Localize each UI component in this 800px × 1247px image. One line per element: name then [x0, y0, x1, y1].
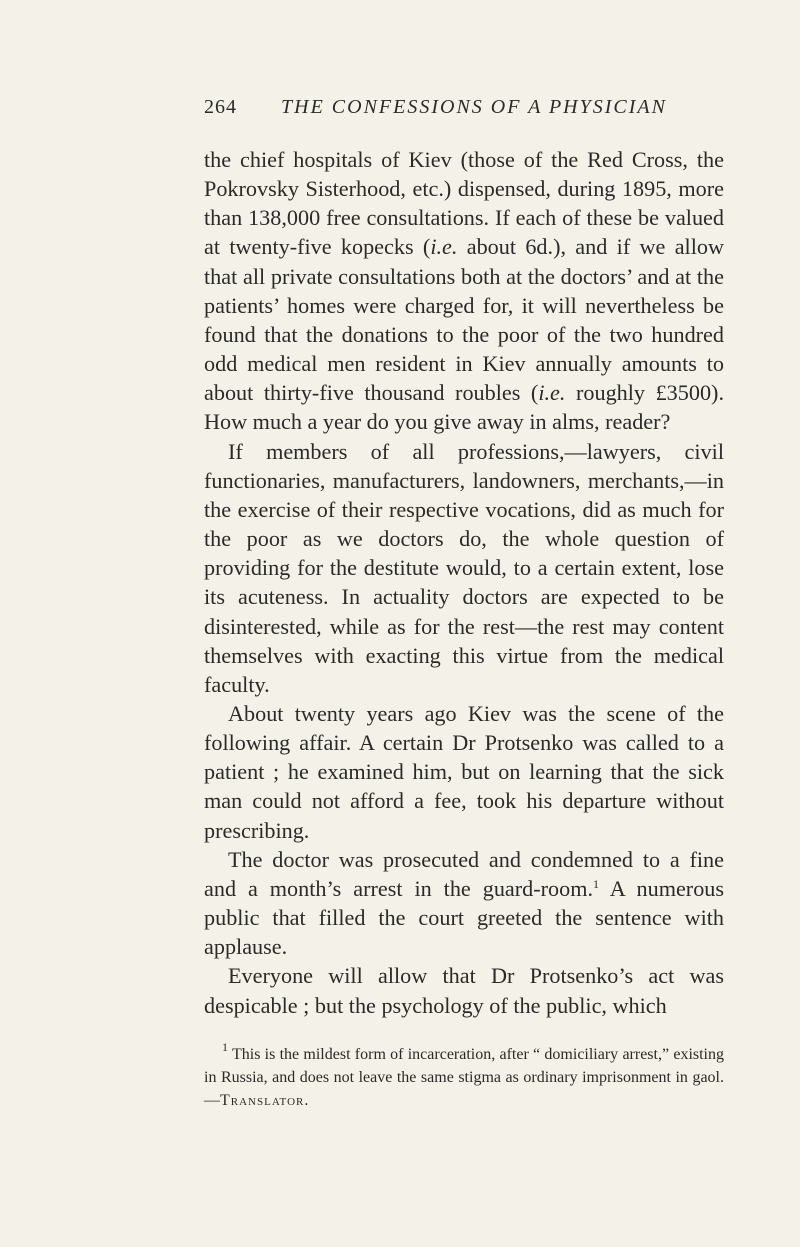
- paragraph-1-italic-ie-2: i.e.: [538, 380, 566, 406]
- body-text: [204, 145, 724, 1020]
- page-number: 264: [204, 96, 237, 118]
- paragraph-4-part-b: A numerous public that filled the court greeted the sentence with applause.: [204, 875, 725, 960]
- paragraph-4-part-a: The doctor was prosecuted and condemned to a fine and a month’s arrest in the guard-room.: [204, 846, 724, 901]
- paragraph-1-part-c: roughly £3500). How much a year do you give away in alms, reader?: [204, 380, 724, 435]
- footnote-reference: 1: [593, 876, 600, 891]
- footnote-attribution: Translator.: [220, 1092, 310, 1109]
- paragraph-1-part-b: about 6d.), and if we allow that all private consultations both at the doctors’ and at the patients’ homes were charged for, it will nevertheless be found that the donations to the poor of the two hundred odd medical men resident in Kiev annually amounts to about thirty-five thousand roubles (: [204, 234, 724, 406]
- footnotes: [204, 1040, 724, 1112]
- paragraph-5: Everyone will allow that Dr Protsenko’s act was despicable ; but the psychology of the public, which: [204, 963, 724, 1018]
- footnote-marker: 1: [222, 1040, 228, 1054]
- paragraph-1-italic-ie: i.e.: [430, 234, 458, 260]
- paragraph-1-part-a: the chief hospitals of Kiev (those of the Red Cross, the Pokrovsky Sisterhood, etc.) dispensed, during 1895, more than 138,000 free consultations. If each of these be valued at twenty-five kopecks (: [204, 147, 724, 260]
- paragraph-4: [204, 845, 724, 962]
- paragraph-3: About twenty years ago Kiev was the scene of the following affair. A certain Dr Protsenko was called to a patient ; he examined him, but on learning that the sick man could not afford a fee, took his departure without prescribing.: [204, 700, 724, 843]
- footnote-1: [204, 1040, 724, 1112]
- footnote-text: This is the mildest form of incarceration, after “ domiciliary arrest,” existing in Russia, and does not leave the same stigma as ordinary imprisonment in gaol.—: [204, 1046, 724, 1109]
- paragraph-2: If members of all professions,—lawyers, civil functionaries, manufacturers, landowners, merchants,—in the exercise of their respective vocations, did as much for the poor as we doctors do, the whole question of providing for the destitute would, to a certain extent, lose its acuteness. In actuality doctors are expected to be disinterested, while as for the rest—the rest may content themselves with exacting this virtue from the medical faculty.: [204, 438, 724, 697]
- running-title: THE CONFESSIONS OF A PHYSICIAN: [281, 96, 667, 118]
- paragraph-1: [204, 145, 724, 437]
